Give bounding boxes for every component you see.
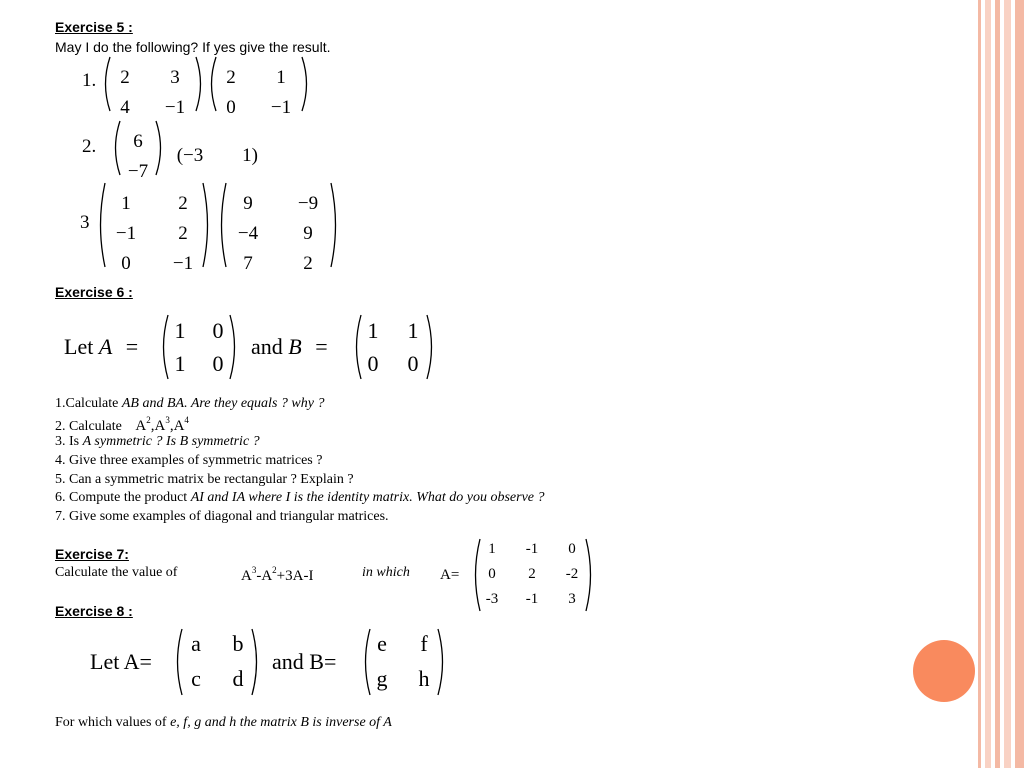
ex6-q6-text: 6. Compute the product	[55, 490, 191, 505]
ex7-a-equals: A=	[440, 567, 460, 583]
matrix-cell: 1	[407, 318, 419, 343]
ex6-q3-text: 3. Is	[55, 434, 83, 449]
ex6-and-b	[251, 334, 328, 360]
matrix-cell: −1	[270, 97, 292, 118]
ex6-question-1	[55, 396, 324, 412]
matrix-cell: 9	[303, 223, 313, 244]
matrix-cell: 0	[121, 253, 131, 274]
matrix-cell: 9	[243, 193, 253, 214]
matrix-cell: 1	[174, 351, 186, 376]
ex6-q3-italic: A symmetric ? Is B symmetric ?	[82, 434, 260, 449]
ex7-in-which: in which	[362, 565, 410, 580]
matrix-cell: −1	[164, 97, 186, 118]
ex6-q6-italic: AI and IA where I is the identity matrix. What do you observe ?	[190, 490, 545, 505]
matrix-cell: 0	[568, 541, 576, 557]
matrix-cell: 0	[212, 351, 224, 376]
ex5-item2-row-vector	[170, 134, 270, 166]
ex5-item2-column-vector	[110, 120, 166, 182]
matrix-cell: 7	[243, 253, 253, 274]
matrix-cell: 4	[120, 97, 130, 118]
matrix-cell: 1)	[242, 145, 258, 166]
matrix-cell: −9	[297, 193, 319, 214]
ex8-matrix-b	[360, 628, 448, 696]
ex8-and-b: and B=	[272, 649, 337, 674]
matrix-cell: 1	[488, 541, 496, 557]
matrix-cell: b	[232, 631, 244, 656]
matrix-cell: −4	[237, 223, 259, 244]
ex6-let-a	[64, 334, 138, 360]
matrix-cell: 2	[120, 67, 130, 88]
matrix-cell: h	[418, 666, 430, 691]
ex8-matrix-a	[172, 628, 262, 696]
ex6-q2-text: 2. Calculate	[55, 419, 122, 434]
matrix-cell: 1	[367, 318, 379, 343]
decor-stripe-1	[978, 0, 981, 768]
ex5-item3-matrix-b	[216, 182, 341, 274]
ex5-item1-label: 1.	[82, 70, 97, 91]
ex6-matrix-a	[158, 314, 240, 380]
ex6-q1-italic: AB and BA. Are they equals ? why ?	[121, 396, 325, 411]
matrix-cell: 6	[133, 131, 143, 152]
matrix-cell: 1	[174, 318, 186, 343]
matrix-cell: 0	[488, 566, 496, 582]
ex6-and-text: and	[251, 334, 289, 359]
ex6-question-5: 5. Can a symmetric matrix be rectangular ? Explain ?	[55, 472, 354, 487]
matrix-cell: 2	[178, 193, 188, 214]
exercise-8-title: Exercise 8 :	[55, 603, 133, 619]
ex6-a-var: A	[98, 334, 113, 359]
ex6-b-var: B	[288, 334, 302, 359]
ex8-question-text: For which values of	[55, 715, 171, 730]
ex8-question	[55, 715, 392, 731]
ex6-q2-powers: $A^2,A^3,A^4$	[135, 415, 189, 434]
ex5-item3-matrix-a	[95, 182, 213, 274]
matrix-cell: -1	[525, 541, 539, 557]
decor-stripe-5	[1015, 0, 1024, 768]
matrix-cell: -2	[565, 566, 579, 582]
matrix-cell: 0	[367, 351, 379, 376]
ex6-matrix-b	[351, 314, 437, 380]
matrix-cell: g	[376, 666, 388, 691]
ex8-let-a: Let A=	[90, 649, 152, 674]
ex5-item1-matrix-b	[206, 56, 312, 118]
matrix-cell: 2	[178, 223, 188, 244]
matrix-cell: −7	[127, 161, 149, 182]
matrix-cell: c	[191, 666, 201, 691]
matrix-cell: −1	[172, 253, 194, 274]
matrix-cell: e	[377, 631, 387, 656]
matrix-cell: -1	[525, 591, 539, 607]
ex6-question-4: 4. Give three examples of symmetric matrices ?	[55, 453, 323, 468]
matrix-cell: 2	[226, 67, 236, 88]
exercise-6-title: Exercise 6 :	[55, 284, 133, 300]
ex7-expression: $A^3-A^2+3A-I$	[241, 565, 314, 584]
matrix-cell: d	[232, 666, 244, 691]
decor-stripe-4	[1004, 0, 1011, 768]
matrix-cell: 2	[303, 253, 313, 274]
ex7-matrix-a	[470, 538, 596, 612]
exercise-7-title: Exercise 7:	[55, 546, 129, 562]
ex5-item2-label: 2.	[82, 136, 97, 157]
matrix-cell: (−3	[176, 145, 204, 166]
matrix-cell: 0	[226, 97, 236, 118]
ex6-equals-b: =	[315, 334, 328, 359]
matrix-cell: 1	[276, 67, 286, 88]
matrix-cell: −1	[115, 223, 137, 244]
exercise-5-title: Exercise 5 :	[55, 19, 133, 35]
matrix-cell: 2	[528, 566, 536, 582]
exercise-5-prompt: May I do the following? If yes give the result.	[55, 39, 331, 55]
matrix-cell: 1	[121, 193, 131, 214]
ex6-question-6	[55, 490, 545, 506]
matrix-cell: 3	[568, 591, 576, 607]
matrix-cell: 0	[212, 318, 224, 343]
decor-stripe-3	[995, 0, 1000, 768]
ex7-prompt: Calculate the value of	[55, 565, 178, 580]
decor-stripe-2	[985, 0, 991, 768]
ex6-question-2	[55, 415, 189, 435]
matrix-cell: 3	[170, 67, 180, 88]
ex6-question-3	[55, 434, 260, 450]
matrix-cell: f	[420, 631, 428, 656]
ex8-question-italic: e, f, g and h the matrix B is inverse of A	[170, 715, 392, 730]
ex6-question-7: 7. Give some examples of diagonal and triangular matrices.	[55, 509, 389, 524]
ex6-q1-text: 1.Calculate	[55, 396, 122, 411]
matrix-cell: -3	[485, 591, 499, 607]
matrix-cell: 0	[407, 351, 419, 376]
ex6-equals-a: =	[125, 334, 139, 359]
matrix-cell: a	[191, 631, 201, 656]
decor-circle	[913, 640, 975, 702]
ex5-item3-label: 3	[80, 212, 90, 233]
ex6-let-text: Let	[64, 334, 99, 359]
ex5-item1-matrix-a	[100, 56, 206, 118]
